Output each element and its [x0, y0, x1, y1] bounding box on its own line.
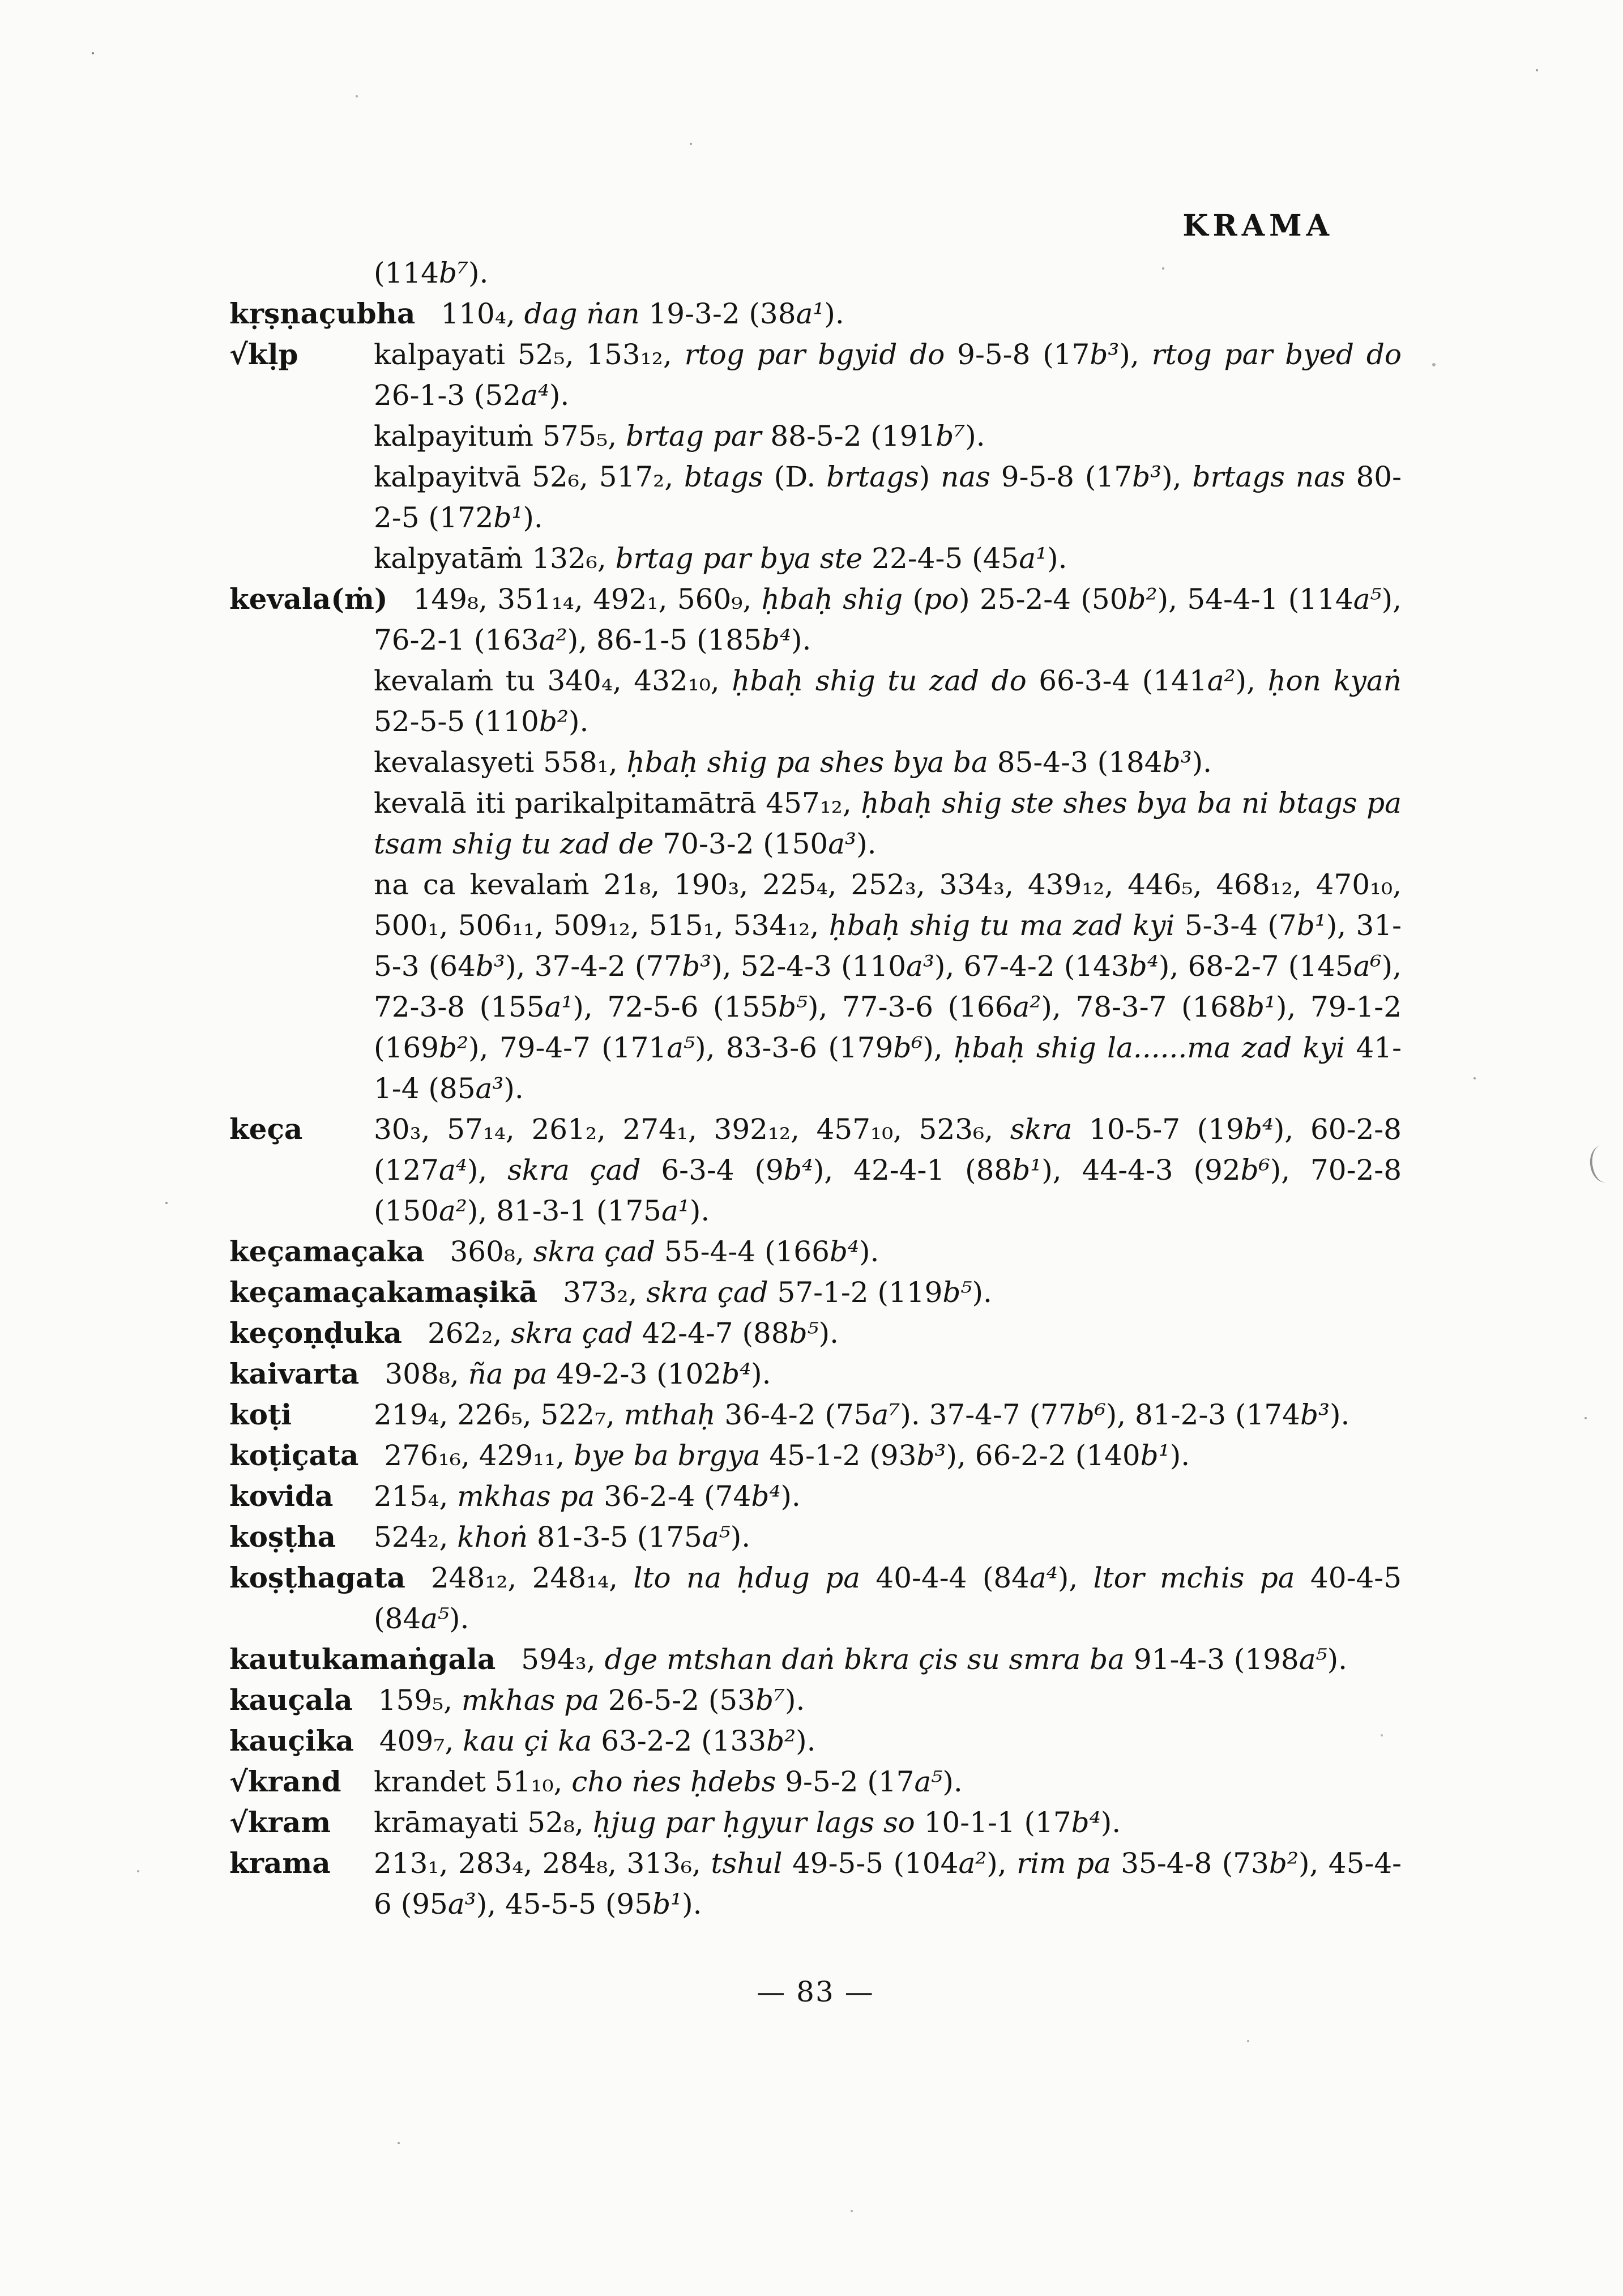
entry-headword: √kram: [229, 1806, 331, 1839]
index-entry: [229, 1557, 1402, 1639]
reference-text: ),: [922, 1031, 954, 1064]
index-entry: [229, 1843, 1402, 1924]
entry-headword: kṛṣṇaçubha: [229, 297, 416, 330]
entry-body: [378, 1684, 805, 1717]
reference-text: ), 72-3-8 (155: [374, 950, 1402, 1023]
entry-body: [428, 1317, 839, 1350]
entry-body: [374, 542, 1067, 575]
entry-body: [379, 1725, 816, 1757]
tibetan-equivalent-text: nas: [941, 460, 1001, 493]
index-entries: [229, 253, 1402, 1924]
reference-text: ).: [682, 1888, 702, 1921]
reference-text: ).: [1100, 1806, 1121, 1839]
entry-body: [374, 1480, 801, 1513]
reference-text: 52-5-5 (110: [374, 705, 539, 738]
entry-body: [374, 1521, 750, 1554]
reference-text: ).: [942, 1765, 963, 1798]
reference-text: ), 70-2-8 (150: [374, 1154, 1402, 1227]
tibetan-equivalent-text: b⁴: [721, 1358, 751, 1390]
reference-text: 91-4-3 (198: [1133, 1643, 1299, 1676]
tibetan-equivalent-text: rtog par byed do: [1151, 338, 1402, 371]
reference-text: ).: [1327, 1643, 1347, 1676]
reference-text: kalpayituṁ 575₅,: [374, 420, 626, 453]
tibetan-equivalent-text: a⁷: [872, 1398, 900, 1431]
tibetan-equivalent-text: a⁵: [667, 1031, 695, 1064]
reference-text: ).: [1047, 542, 1067, 575]
index-entry: [229, 1517, 1402, 1557]
reference-text: ), 86-1-5 (185: [567, 624, 762, 656]
reference-text: 45-1-2 (93: [769, 1439, 917, 1472]
index-entry-continuation: [229, 742, 1402, 783]
tibetan-equivalent-text: skra çad: [511, 1317, 642, 1350]
tibetan-equivalent-text: ḥbaḥ shig pa shes bya ba: [626, 746, 997, 779]
reference-text: 219₄, 226₅, 522₇,: [374, 1398, 624, 1431]
scan-stray-mark: [1588, 1143, 1620, 1184]
reference-text: ), 81-2-3 (174: [1105, 1398, 1300, 1431]
reference-text: 6-3-4 (9: [661, 1154, 784, 1187]
tibetan-equivalent-text: b⁷: [936, 420, 966, 453]
index-entry-continuation: [229, 416, 1402, 456]
reference-text: ), 52-4-3 (110: [711, 950, 907, 983]
reference-text: (: [912, 583, 924, 616]
tibetan-equivalent-text: b⁷: [755, 1684, 785, 1717]
tibetan-equivalent-text: a⁵: [1353, 583, 1382, 616]
reference-text: 40-4-5 (84: [374, 1561, 1402, 1635]
tibetan-equivalent-text: khoṅ: [457, 1521, 537, 1554]
reference-text: ), 45-5-5 (95: [476, 1888, 653, 1921]
tibetan-equivalent-text: a²: [438, 1194, 467, 1227]
tibetan-equivalent-text: skra: [1010, 1113, 1090, 1146]
index-entry: [229, 1476, 1402, 1517]
tibetan-equivalent-text: b³: [1090, 338, 1120, 371]
tibetan-equivalent-text: b⁶: [893, 1031, 923, 1064]
reference-text: ).: [468, 257, 489, 289]
reference-text: 70-3-2 (150: [663, 827, 828, 860]
index-entry: [229, 1721, 1402, 1761]
reference-text: ), 54-4-1 (114: [1157, 583, 1353, 616]
reference-text: ), 81-3-1 (175: [467, 1194, 661, 1227]
reference-text: kalpyatāṁ 132₆,: [374, 542, 616, 575]
tibetan-equivalent-text: b⁷: [438, 257, 469, 289]
tibetan-equivalent-text: a²: [1207, 664, 1236, 697]
reference-text: ).: [1169, 1439, 1190, 1472]
tibetan-equivalent-text: b⁴: [783, 1154, 813, 1187]
reference-text: 308₈,: [385, 1358, 468, 1390]
tibetan-equivalent-text: b⁴: [1244, 1113, 1274, 1146]
reference-text: 42-4-7 (88: [642, 1317, 789, 1350]
entry-headword: krama: [229, 1846, 331, 1880]
reference-text: ).: [449, 1602, 469, 1635]
entry-headword: kovida: [229, 1479, 334, 1513]
entry-body: [374, 1847, 1402, 1921]
tibetan-equivalent-text: b³: [1300, 1398, 1330, 1431]
reference-text: 262₂,: [427, 1317, 511, 1350]
index-entry: [229, 1435, 1402, 1476]
tibetan-equivalent-text: b⁵: [789, 1317, 819, 1350]
reference-text: ).: [856, 827, 877, 860]
tibetan-equivalent-text: a⁴: [521, 379, 549, 412]
tibetan-equivalent-text: btags: [684, 460, 774, 493]
tibetan-equivalent-text: a⁵: [421, 1602, 449, 1635]
reference-text: kevalasyeti 558₁,: [374, 746, 627, 779]
reference-text: 213₁, 283₄, 284₈, 313₆,: [374, 1847, 711, 1880]
entry-headword: √krand: [229, 1765, 341, 1798]
tibetan-equivalent-text: ḥbaḥ shig tu zad do: [732, 664, 1039, 697]
tibetan-equivalent-text: lto na ḥdug pa: [633, 1561, 876, 1594]
tibetan-equivalent-text: a⁵: [702, 1521, 731, 1554]
reference-text: ), 31-5-3 (64: [374, 909, 1402, 983]
tibetan-equivalent-text: b²: [1268, 1847, 1299, 1880]
reference-text: 9-5-8 (17: [1001, 460, 1133, 493]
tibetan-equivalent-text: ltor mchis pa: [1093, 1561, 1310, 1594]
entry-headword: koṭi: [229, 1398, 292, 1431]
entry-headword: kauçika: [229, 1724, 354, 1757]
entry-body: [374, 1398, 1349, 1431]
reference-text: ), 66-2-2 (140: [946, 1439, 1141, 1472]
reference-text: ),: [1235, 664, 1268, 697]
reference-text: 85-4-3 (184: [997, 746, 1163, 779]
tibetan-equivalent-text: bye ba brgya: [574, 1439, 770, 1472]
tibetan-equivalent-text: b²: [766, 1725, 796, 1757]
page-number: — 83 —: [757, 1975, 874, 2008]
tibetan-equivalent-text: a¹: [544, 991, 573, 1023]
tibetan-equivalent-text: a⁶: [1353, 950, 1382, 983]
tibetan-equivalent-text: a²: [539, 624, 567, 656]
tibetan-equivalent-text: b⁴: [1129, 950, 1159, 983]
entry-body: [374, 1113, 1402, 1227]
reference-text: ),: [1161, 460, 1193, 493]
tibetan-equivalent-text: a⁵: [914, 1765, 943, 1798]
tibetan-equivalent-text: brtags: [826, 460, 919, 493]
tibetan-equivalent-text: rim pa: [1016, 1847, 1121, 1880]
reference-text: ).: [1330, 1398, 1350, 1431]
index-entry-continuation: [229, 456, 1402, 538]
tibetan-equivalent-text: b²: [1127, 583, 1158, 616]
reference-text: 9-5-8 (17: [957, 338, 1090, 371]
reference-text: ).: [965, 420, 985, 453]
reference-text: ).: [523, 501, 543, 534]
tibetan-equivalent-text: b¹: [493, 501, 523, 534]
entry-headword: kautukamaṅgala: [229, 1642, 496, 1676]
reference-text: ),: [1057, 1561, 1094, 1594]
tibetan-equivalent-text: a³: [906, 950, 934, 983]
reference-text: (D.: [774, 460, 827, 493]
index-entry: [229, 1313, 1402, 1354]
reference-text: kevalaṁ tu 340₄, 432₁₀,: [374, 664, 732, 697]
entry-headword: √kḷp: [229, 338, 298, 371]
tibetan-equivalent-text: b¹: [1012, 1154, 1042, 1187]
tibetan-equivalent-text: b³: [1132, 460, 1162, 493]
tibetan-equivalent-text: a²: [1013, 991, 1041, 1023]
entry-body: [384, 1439, 1190, 1472]
entry-body: [374, 460, 1402, 534]
reference-text: ): [919, 460, 941, 493]
reference-text: ).: [818, 1317, 839, 1350]
reference-text: ).: [859, 1235, 879, 1268]
entry-headword: keçamaçaka: [229, 1235, 425, 1268]
entry-body: [374, 664, 1402, 738]
entry-headword: kaivarta: [229, 1357, 360, 1390]
index-entry-continuation: [229, 783, 1402, 864]
reference-text: 49-2-3 (102: [556, 1358, 722, 1390]
entry-body: [374, 420, 985, 453]
tibetan-equivalent-text: a³: [447, 1888, 476, 1921]
reference-text: 63-2-2 (133: [601, 1725, 767, 1757]
reference-text: ).: [751, 1358, 771, 1390]
tibetan-equivalent-text: b⁵: [942, 1276, 972, 1309]
tibetan-equivalent-text: b³: [475, 950, 505, 983]
reference-text: ), 79-4-7 (171: [468, 1031, 667, 1064]
tibetan-equivalent-text: b³: [1162, 746, 1192, 779]
reference-text: ), 83-3-6 (179: [695, 1031, 894, 1064]
reference-text: 36-2-4 (74: [604, 1480, 751, 1513]
reference-text: 26-5-2 (53: [608, 1684, 755, 1717]
index-entry: [229, 1761, 1402, 1802]
reference-text: ), 44-4-3 (92: [1041, 1154, 1241, 1187]
index-entry: [229, 1272, 1402, 1313]
index-entry-continuation: [229, 253, 1402, 293]
entry-headword: keçoṇḍuka: [229, 1316, 402, 1350]
reference-text: 409₇,: [379, 1725, 463, 1757]
entry-body: [374, 746, 1212, 779]
reference-text: ), 60-2-8 (127: [374, 1113, 1402, 1187]
tibetan-equivalent-text: a⁴: [438, 1154, 467, 1187]
entry-body: [374, 1561, 1402, 1635]
tibetan-equivalent-text: ḥbaḥ shig ste shes bya ba ni btags pa tsam shig tu zad de: [374, 787, 1402, 860]
tibetan-equivalent-text: skra çad: [507, 1154, 661, 1187]
tibetan-equivalent-text: skra çad: [646, 1276, 778, 1309]
reference-text: ), 76-2-1 (163: [374, 583, 1402, 656]
index-entry: [229, 579, 1402, 660]
entry-body: [374, 583, 1402, 656]
tibetan-equivalent-text: ḥbaḥ shig la......ma zad kyi: [954, 1031, 1356, 1064]
tibetan-equivalent-text: b³: [916, 1439, 946, 1472]
index-entry: [229, 1680, 1402, 1721]
entry-body: [374, 1806, 1121, 1839]
tibetan-equivalent-text: ḥbaḥ shig tu ma zad kyi: [828, 909, 1185, 942]
reference-text: 10-5-7 (19: [1089, 1113, 1244, 1146]
tibetan-equivalent-text: mthaḥ: [623, 1398, 725, 1431]
reference-text: ).: [796, 1725, 816, 1757]
entry-body: [385, 1358, 771, 1390]
reference-text: ),: [1119, 338, 1152, 371]
reference-text: ).: [568, 705, 589, 738]
tibetan-equivalent-text: rtog par bgyid do: [684, 338, 958, 371]
tibetan-equivalent-text: b¹: [652, 1888, 682, 1921]
index-entry: [229, 334, 1402, 416]
tibetan-equivalent-text: skra çad: [533, 1235, 665, 1268]
tibetan-equivalent-text: mkhas pa: [457, 1480, 604, 1513]
reference-text: ).: [549, 379, 570, 412]
tibetan-equivalent-text: b⁴: [829, 1235, 859, 1268]
tibetan-equivalent-text: a⁵: [1299, 1643, 1327, 1676]
reference-text: 35-4-8 (73: [1121, 1847, 1269, 1880]
tibetan-equivalent-text: brtags nas: [1192, 460, 1356, 493]
reference-text: na ca kevalaṁ 21₈, 190₃, 225₄, 252₃, 334₃, 439₁₂, 446₅, 468₁₂, 470₁₀, 500₁, 506₁₁, 509₁₂, 515₁, 534₁₂,: [374, 868, 1402, 942]
tibetan-equivalent-text: b³: [682, 950, 712, 983]
reference-text: 30₃, 57₁₄, 261₂, 274₁, 392₁₂, 457₁₀, 523₆,: [374, 1113, 1010, 1146]
reference-text: ).: [785, 1684, 805, 1717]
reference-text: ) 25-2-4 (50: [959, 583, 1128, 616]
tibetan-equivalent-text: b¹: [1246, 991, 1276, 1023]
tibetan-equivalent-text: ḥbaḥ shig: [761, 583, 913, 616]
reference-text: 81-3-5 (175: [536, 1521, 702, 1554]
entry-body: [441, 297, 844, 330]
tibetan-equivalent-text: a¹: [661, 1194, 690, 1227]
entry-body: [374, 868, 1402, 1105]
index-entry: [229, 1394, 1402, 1435]
tibetan-equivalent-text: b⁴: [761, 624, 791, 656]
tibetan-equivalent-text: a²: [958, 1847, 987, 1880]
reference-text: 40-4-4 (84: [875, 1561, 1030, 1594]
reference-text: ).: [824, 297, 844, 330]
entry-headword: koṣṭha: [229, 1520, 336, 1554]
reference-text: 41-1-4 (85: [374, 1031, 1402, 1105]
reference-text: 57-1-2 (119: [777, 1276, 943, 1309]
reference-text: 360₈,: [450, 1235, 533, 1268]
index-entry-continuation: [229, 660, 1402, 742]
reference-text: ).: [972, 1276, 992, 1309]
entry-headword: kevala(ṁ): [229, 582, 388, 616]
reference-text: kevalā iti parikalpitamātrā 457₁₂,: [374, 787, 861, 820]
reference-text: ),: [986, 1847, 1017, 1880]
reference-text: ), 72-5-6 (155: [573, 991, 778, 1023]
tibetan-equivalent-text: ña pa: [468, 1358, 557, 1390]
index-entry: [229, 1639, 1402, 1680]
tibetan-equivalent-text: b⁵: [778, 991, 808, 1023]
reference-text: krāmayati 52₈,: [374, 1806, 593, 1839]
reference-text: 248₁₂, 248₁₄,: [430, 1561, 634, 1594]
tibetan-equivalent-text: b⁴: [751, 1480, 781, 1513]
reference-text: ), 77-3-6 (166: [808, 991, 1013, 1023]
entry-headword: keça: [229, 1112, 303, 1146]
tibetan-equivalent-text: a¹: [796, 297, 825, 330]
reference-text: ). 37-4-7 (77: [900, 1398, 1077, 1431]
tibetan-equivalent-text: b¹: [1140, 1439, 1170, 1472]
reference-text: 10-1-1 (17: [924, 1806, 1071, 1839]
reference-text: 55-4-4 (166: [664, 1235, 830, 1268]
reference-text: ).: [780, 1480, 801, 1513]
reference-text: kalpayati 52₅, 153₁₂,: [374, 338, 685, 371]
tibetan-equivalent-text: brtag par bya ste: [615, 542, 872, 575]
index-entry-continuation: [229, 538, 1402, 579]
reference-text: 22-4-5 (45: [872, 542, 1019, 575]
scan-speckles: [0, 0, 2, 2]
reference-text: 26-1-3 (52: [374, 379, 522, 412]
entry-headword: keçamaçakamaṣikā: [229, 1275, 537, 1309]
reference-text: krandet 51₁₀,: [374, 1765, 572, 1798]
reference-text: ), 79-1-2 (169: [374, 991, 1402, 1064]
tibetan-equivalent-text: mkhas pa: [461, 1684, 608, 1717]
entry-body: [374, 787, 1402, 860]
tibetan-equivalent-text: po: [923, 583, 959, 616]
reference-text: (114: [374, 257, 439, 289]
reference-text: ),: [467, 1154, 508, 1187]
tibetan-equivalent-text: dag ṅan: [524, 297, 649, 330]
reference-text: 5-3-4 (7: [1184, 909, 1297, 942]
reference-text: kalpayitvā 52₆, 517₂,: [374, 460, 685, 493]
reference-text: ), 68-2-7 (145: [1158, 950, 1353, 983]
reference-text: 49-5-5 (104: [792, 1847, 959, 1880]
tibetan-equivalent-text: b⁶: [1076, 1398, 1106, 1431]
tibetan-equivalent-text: b²: [438, 1031, 469, 1064]
tibetan-equivalent-text: cho ṅes ḥdebs: [571, 1765, 785, 1798]
reference-text: ).: [730, 1521, 751, 1554]
tibetan-equivalent-text: a³: [475, 1072, 504, 1105]
reference-text: 524₂,: [374, 1521, 458, 1554]
tibetan-equivalent-text: a³: [828, 827, 857, 860]
index-entry: [229, 1802, 1402, 1843]
reference-text: ).: [503, 1072, 524, 1105]
reference-text: ).: [791, 624, 812, 656]
reference-text: 594₃,: [521, 1643, 605, 1676]
reference-text: 80-2-5 (172: [374, 460, 1402, 534]
index-entry-continuation: [229, 864, 1402, 1109]
index-entry: [229, 293, 1402, 334]
tibetan-equivalent-text: tshul: [711, 1847, 792, 1880]
entry-body: [450, 1235, 879, 1268]
reference-text: ), 37-4-2 (77: [505, 950, 682, 983]
reference-text: ), 42-4-1 (88: [813, 1154, 1013, 1187]
reference-text: 276₁₆, 429₁₁,: [384, 1439, 574, 1472]
tibetan-equivalent-text: kau çi ka: [463, 1725, 601, 1757]
reference-text: 9-5-2 (17: [785, 1765, 915, 1798]
tibetan-equivalent-text: brtag par: [626, 420, 771, 453]
reference-text: 149₈, 351₁₄, 492₁, 560₉,: [413, 583, 762, 616]
tibetan-equivalent-text: a¹: [1019, 542, 1048, 575]
entry-body: [374, 257, 488, 289]
entry-body: [521, 1643, 1347, 1676]
tibetan-equivalent-text: b¹: [1296, 909, 1326, 942]
entry-headword: kauçala: [229, 1683, 353, 1717]
reference-text: ), 78-3-7 (168: [1041, 991, 1246, 1023]
tibetan-equivalent-text: ḥon kyaṅ: [1267, 664, 1402, 697]
entry-headword: koṭiçata: [229, 1439, 359, 1472]
tibetan-equivalent-text: a⁴: [1029, 1561, 1058, 1594]
tibetan-equivalent-text: b²: [539, 705, 569, 738]
reference-text: 88-5-2 (191: [770, 420, 936, 453]
running-head: KRAMA: [1182, 208, 1334, 243]
entry-headword: koṣṭhagata: [229, 1561, 405, 1594]
reference-text: 215₄,: [374, 1480, 458, 1513]
reference-text: 159₅,: [378, 1684, 462, 1717]
index-entry: [229, 1354, 1402, 1394]
reference-text: 19-3-2 (38: [648, 297, 796, 330]
tibetan-equivalent-text: ḥjug par ḥgyur lags so: [592, 1806, 924, 1839]
reference-text: ).: [689, 1194, 710, 1227]
tibetan-equivalent-text: dge mtshan daṅ bkra çis su smra ba: [604, 1643, 1134, 1676]
reference-text: ), 67-4-2 (143: [934, 950, 1129, 983]
entry-body: [563, 1276, 992, 1309]
reference-text: 373₂,: [562, 1276, 647, 1309]
reference-text: 36-4-2 (75: [724, 1398, 872, 1431]
tibetan-equivalent-text: b⁶: [1240, 1154, 1270, 1187]
reference-text: 66-3-4 (141: [1039, 664, 1207, 697]
entry-body: [374, 1765, 963, 1798]
index-entry: [229, 1109, 1402, 1231]
tibetan-equivalent-text: b⁴: [1071, 1806, 1101, 1839]
reference-text: ).: [1191, 746, 1212, 779]
reference-text: 110₄,: [441, 297, 524, 330]
reference-text: ), 45-4-6 (95: [374, 1847, 1402, 1921]
entry-body: [374, 338, 1402, 412]
index-entry: [229, 1231, 1402, 1272]
